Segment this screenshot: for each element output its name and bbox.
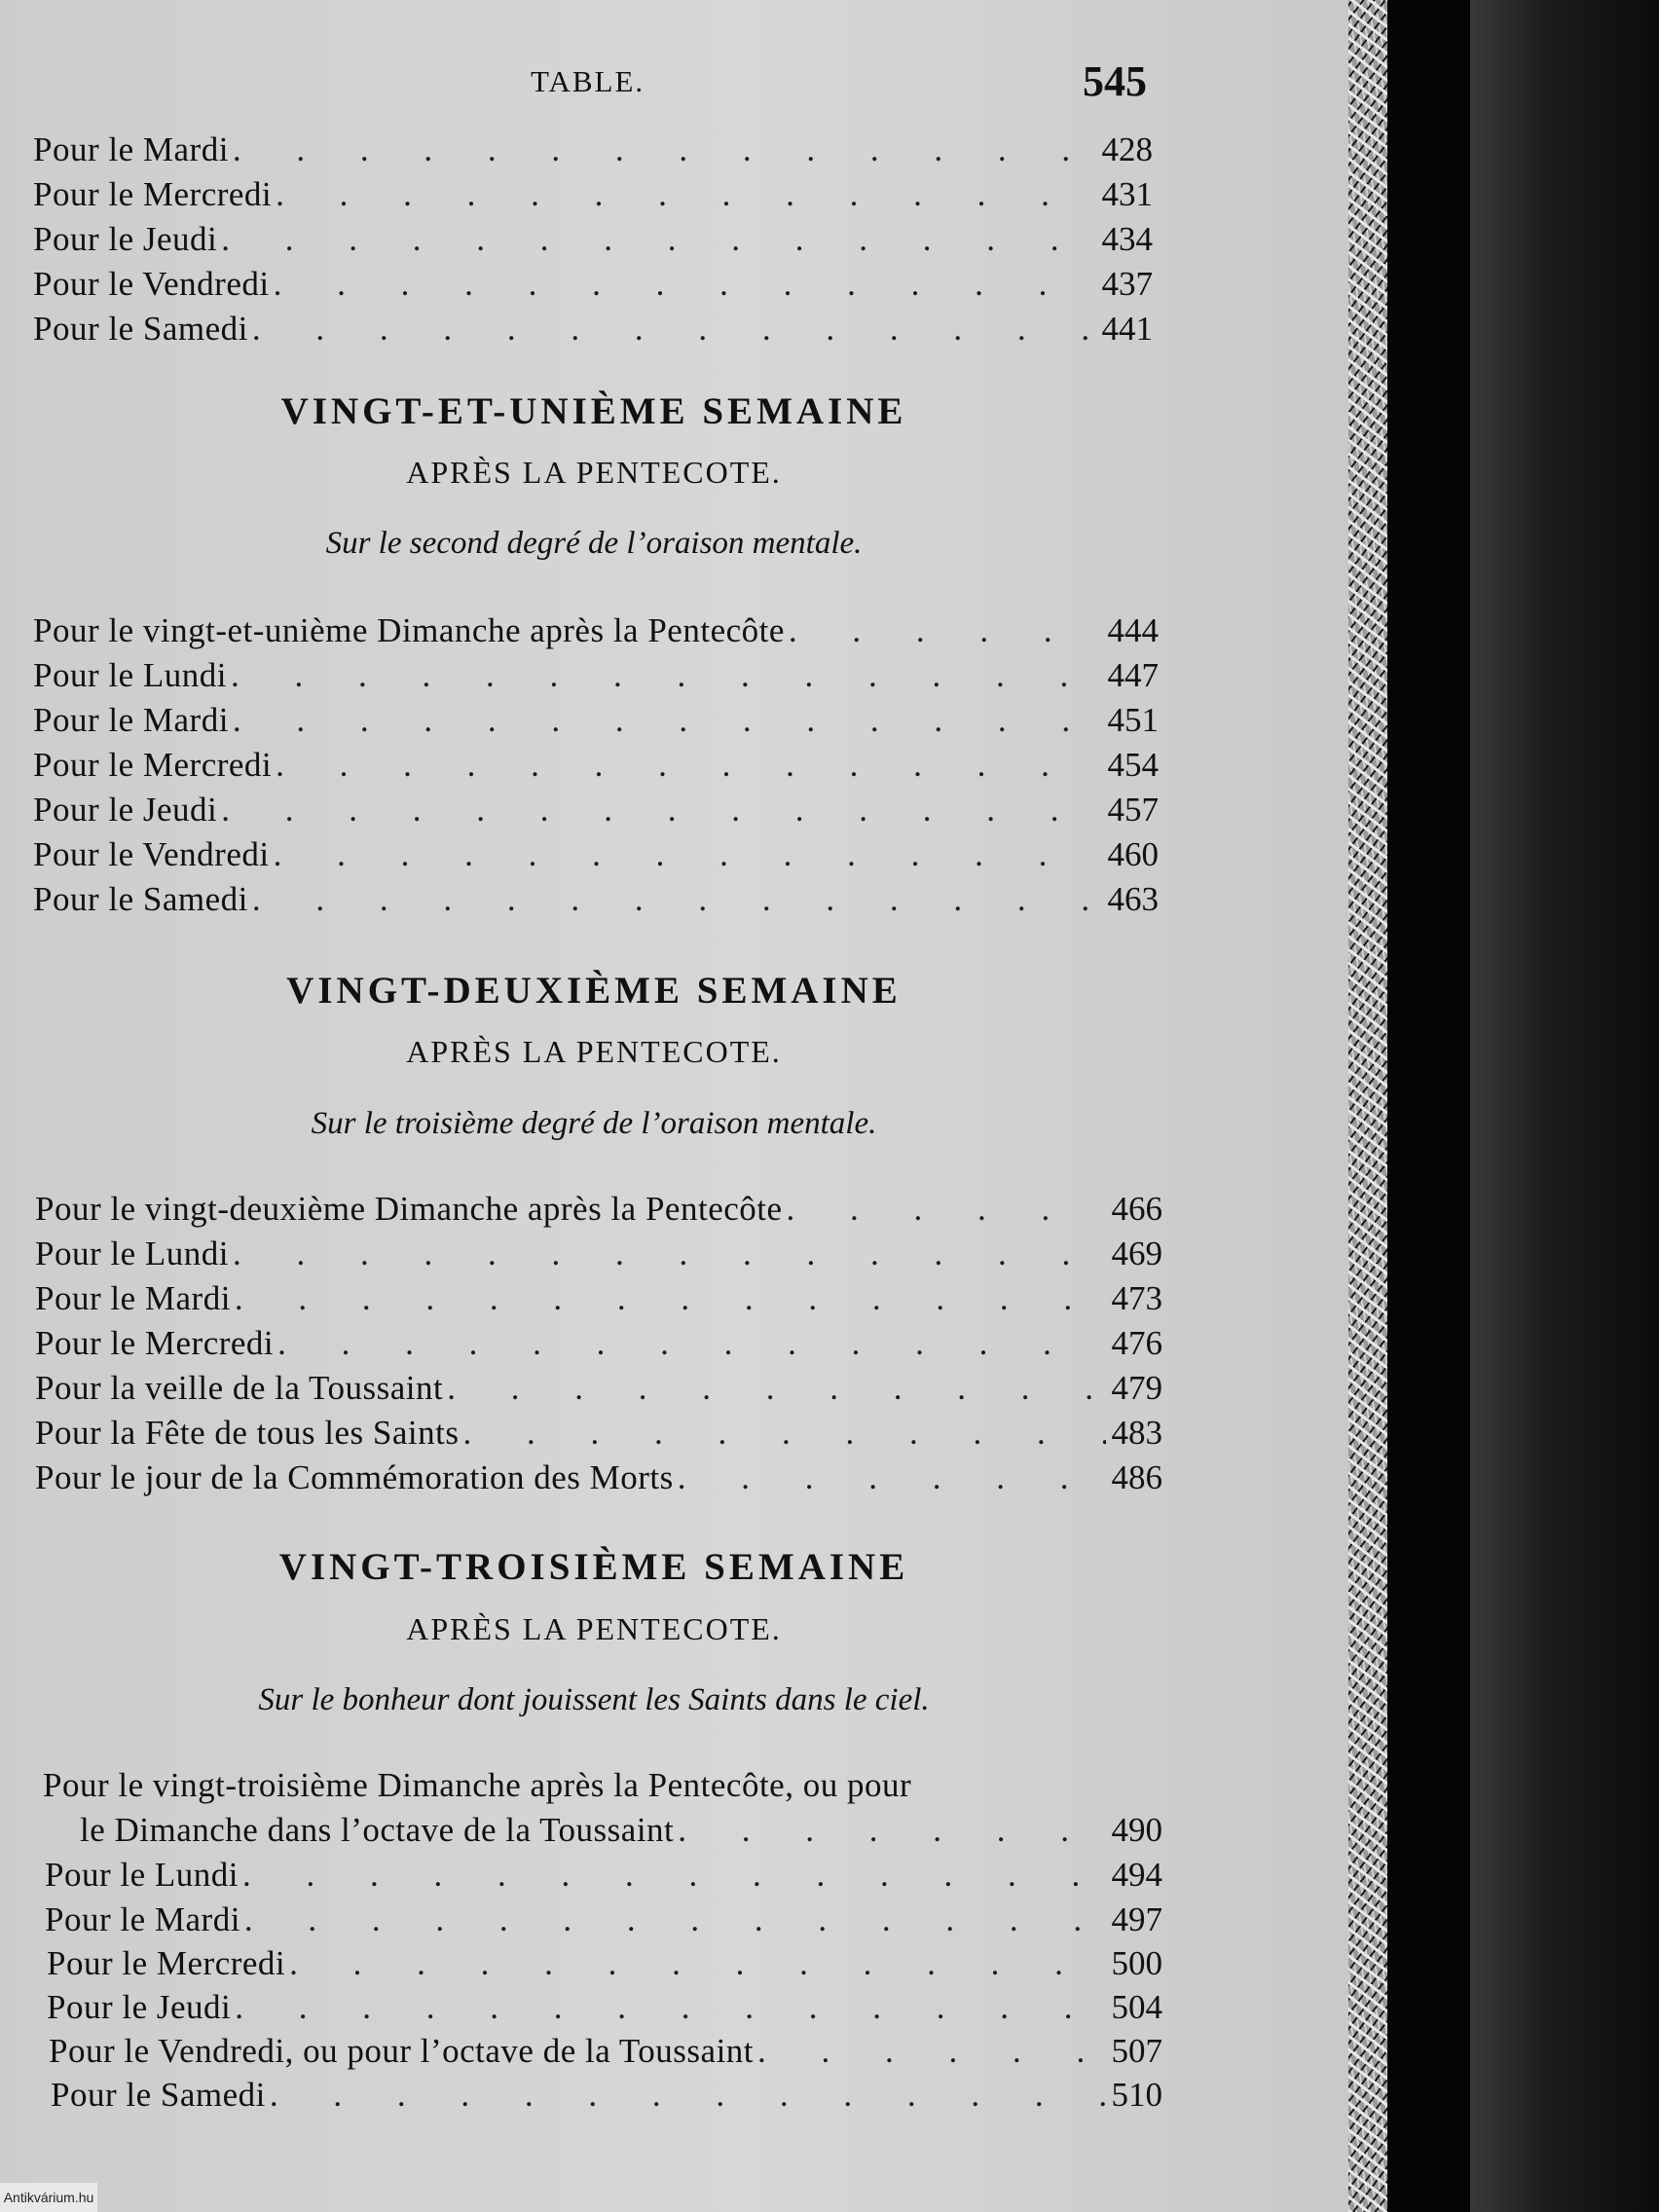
dot-leader <box>229 128 1096 172</box>
toc-entry-label: Pour le Mardi <box>45 1900 240 1938</box>
toc-entry-label: Pour le Samedi <box>33 310 248 348</box>
toc-entry <box>33 128 1153 172</box>
toc-entry-label: Pour le Mardi <box>33 701 229 739</box>
toc-entry <box>33 608 1159 653</box>
toc-entry <box>47 1985 1162 2030</box>
dot-leader <box>459 1411 1106 1456</box>
dot-leader <box>674 1808 1106 1853</box>
section-subheading: APRÈS LA PENTECOTE. <box>406 455 782 490</box>
toc-entry-page: 434 <box>1101 220 1153 258</box>
toc-entry-label: Pour le vingt-deuxième Dimanche après la Pentecôte <box>35 1190 783 1228</box>
dot-leader <box>674 1456 1106 1500</box>
toc-entry <box>33 217 1153 262</box>
dot-leader <box>272 743 1102 788</box>
toc-entry-page: 500 <box>1111 1944 1162 1982</box>
dot-leader <box>443 1366 1106 1411</box>
dot-leader <box>239 1853 1106 1898</box>
toc-entry <box>33 788 1159 832</box>
toc-entry-label: Pour le Mardi <box>33 130 229 168</box>
dot-leader <box>754 2029 1106 2074</box>
toc-entry-page: 490 <box>1111 1811 1162 1849</box>
toc-entry-page: 457 <box>1107 791 1159 829</box>
toc-entry <box>35 1232 1162 1276</box>
dot-leader <box>785 608 1102 653</box>
book-cover-edge <box>1470 0 1659 2212</box>
toc-entry-page: 444 <box>1107 611 1159 649</box>
dot-leader <box>231 1985 1106 2030</box>
toc-entry-label: Pour le Mercredi <box>33 746 273 784</box>
toc-entry <box>33 307 1153 351</box>
toc-entry-label: Pour le Lundi <box>35 1235 229 1272</box>
toc-entry <box>35 1321 1162 1366</box>
toc-entry-page: 469 <box>1111 1235 1162 1272</box>
toc-entry-page: 463 <box>1107 880 1159 918</box>
toc-entry-page: 447 <box>1107 656 1159 694</box>
section-heading: VINGT-DEUXIÈME SEMAINE <box>286 970 902 1012</box>
toc-entry-page: 507 <box>1111 2032 1162 2070</box>
dot-leader <box>231 1276 1106 1321</box>
section-subject: Sur le second degré de l’oraison mentale. <box>325 526 863 561</box>
dot-leader <box>217 788 1102 832</box>
toc-entry <box>47 1941 1162 1986</box>
toc-entry-page: 476 <box>1111 1324 1162 1362</box>
toc-entry <box>33 832 1159 877</box>
toc-entry <box>33 262 1153 307</box>
toc-entry-page: 486 <box>1111 1458 1162 1496</box>
watermark: Antikvárium.hu <box>0 2183 97 2212</box>
dot-leader <box>266 2073 1106 2118</box>
toc-entry-label: Pour le Vendredi <box>33 835 270 873</box>
toc-entry-page: 473 <box>1111 1279 1162 1317</box>
toc-entry-label: Pour le Samedi <box>51 2076 266 2114</box>
toc-entry <box>35 1366 1162 1411</box>
toc-entry-label: Pour le Lundi <box>33 656 227 694</box>
section-heading: VINGT-TROISIÈME SEMAINE <box>278 1546 909 1588</box>
toc-entry-page: 466 <box>1111 1190 1162 1228</box>
toc-entry-label: Pour le Lundi <box>45 1856 239 1894</box>
toc-entry <box>33 877 1159 922</box>
toc-entry-page: 494 <box>1111 1856 1162 1894</box>
toc-entry <box>45 1898 1162 1942</box>
toc-entry-label: Pour le Jeudi <box>33 220 218 258</box>
running-title: TABLE. <box>531 64 645 98</box>
toc-entry <box>33 698 1159 743</box>
toc-entry-page: 451 <box>1107 701 1159 739</box>
toc-entry <box>80 1808 1162 1853</box>
book-spine <box>1387 0 1470 2212</box>
dot-leader <box>274 1321 1106 1366</box>
toc-entry <box>43 1763 1162 1808</box>
toc-entry <box>35 1187 1162 1232</box>
toc-entry-page: 454 <box>1107 746 1159 784</box>
toc-entry-page: 497 <box>1111 1900 1162 1938</box>
section-subject: Sur le bonheur dont jouissent les Saints dans le ciel. <box>258 1682 930 1717</box>
toc-entry <box>51 2073 1162 2118</box>
toc-entry-label: Pour le vingt-et-unième Dimanche après la Pentecôte <box>33 611 785 649</box>
toc-entry <box>49 2029 1162 2074</box>
toc-entry-label: Pour le vingt-troisième Dimanche après la Pentecôte, ou pour <box>43 1766 912 1804</box>
dot-leader <box>270 262 1096 307</box>
toc-entry <box>33 172 1153 217</box>
toc-entry-label: le Dimanche dans l’octave de la Toussaint <box>80 1811 675 1849</box>
toc-entry-label: Pour le jour de la Commémoration des Morts <box>35 1458 674 1496</box>
toc-entry <box>35 1456 1162 1500</box>
dot-leader <box>229 698 1102 743</box>
dot-leader <box>285 1941 1106 1986</box>
toc-entry-page: 431 <box>1101 175 1153 213</box>
toc-entry-label: Pour le Mercredi <box>33 175 273 213</box>
toc-entry-label: Pour le Samedi <box>33 880 248 918</box>
toc-entry <box>35 1411 1162 1456</box>
toc-entry-label: Pour le Jeudi <box>33 791 218 829</box>
dot-leader <box>270 832 1102 877</box>
toc-entry-page: 510 <box>1111 2076 1162 2114</box>
toc-entry-label: Pour le Mardi <box>35 1279 231 1317</box>
toc-entry-label: Pour le Vendredi, ou pour l’octave de la Toussaint <box>49 2032 755 2070</box>
toc-entry-page: 483 <box>1111 1414 1162 1452</box>
toc-entry-page: 460 <box>1107 835 1159 873</box>
toc-entry-page: 441 <box>1101 310 1153 348</box>
dot-leader <box>248 307 1096 351</box>
toc-entry <box>33 653 1159 698</box>
section-subheading: APRÈS LA PENTECOTE. <box>406 1611 782 1646</box>
toc-entry <box>45 1853 1162 1898</box>
dot-leader <box>272 172 1096 217</box>
toc-entry-label: Pour le Jeudi <box>47 1988 232 2026</box>
section-subheading: APRÈS LA PENTECOTE. <box>406 1034 782 1069</box>
toc-entry <box>35 1276 1162 1321</box>
toc-entry-label: Pour la veille de la Toussaint <box>35 1369 444 1407</box>
dot-leader <box>227 653 1102 698</box>
dot-leader <box>229 1232 1106 1276</box>
toc-entry-label: Pour le Vendredi <box>33 265 270 303</box>
toc-entry-label: Pour le Mercredi <box>47 1944 286 1982</box>
toc-entry <box>33 743 1159 788</box>
toc-entry-label: Pour le Mercredi <box>35 1324 275 1362</box>
section-subject: Sur le troisième degré de l’oraison mentale. <box>311 1106 877 1141</box>
marbled-page-edge <box>1348 0 1387 2212</box>
section-heading: VINGT-ET-UNIÈME SEMAINE <box>280 390 907 432</box>
toc-entry-page: 428 <box>1101 130 1153 168</box>
toc-entry-page: 504 <box>1111 1988 1162 2026</box>
dot-leader <box>248 877 1102 922</box>
dot-leader <box>783 1187 1106 1232</box>
dot-leader <box>217 217 1096 262</box>
toc-entry-page: 437 <box>1101 265 1153 303</box>
dot-leader <box>240 1898 1106 1942</box>
toc-entry-label: Pour la Fête de tous les Saints <box>35 1414 460 1452</box>
toc-entry-page: 479 <box>1111 1369 1162 1407</box>
page-number: 545 <box>1083 57 1147 105</box>
